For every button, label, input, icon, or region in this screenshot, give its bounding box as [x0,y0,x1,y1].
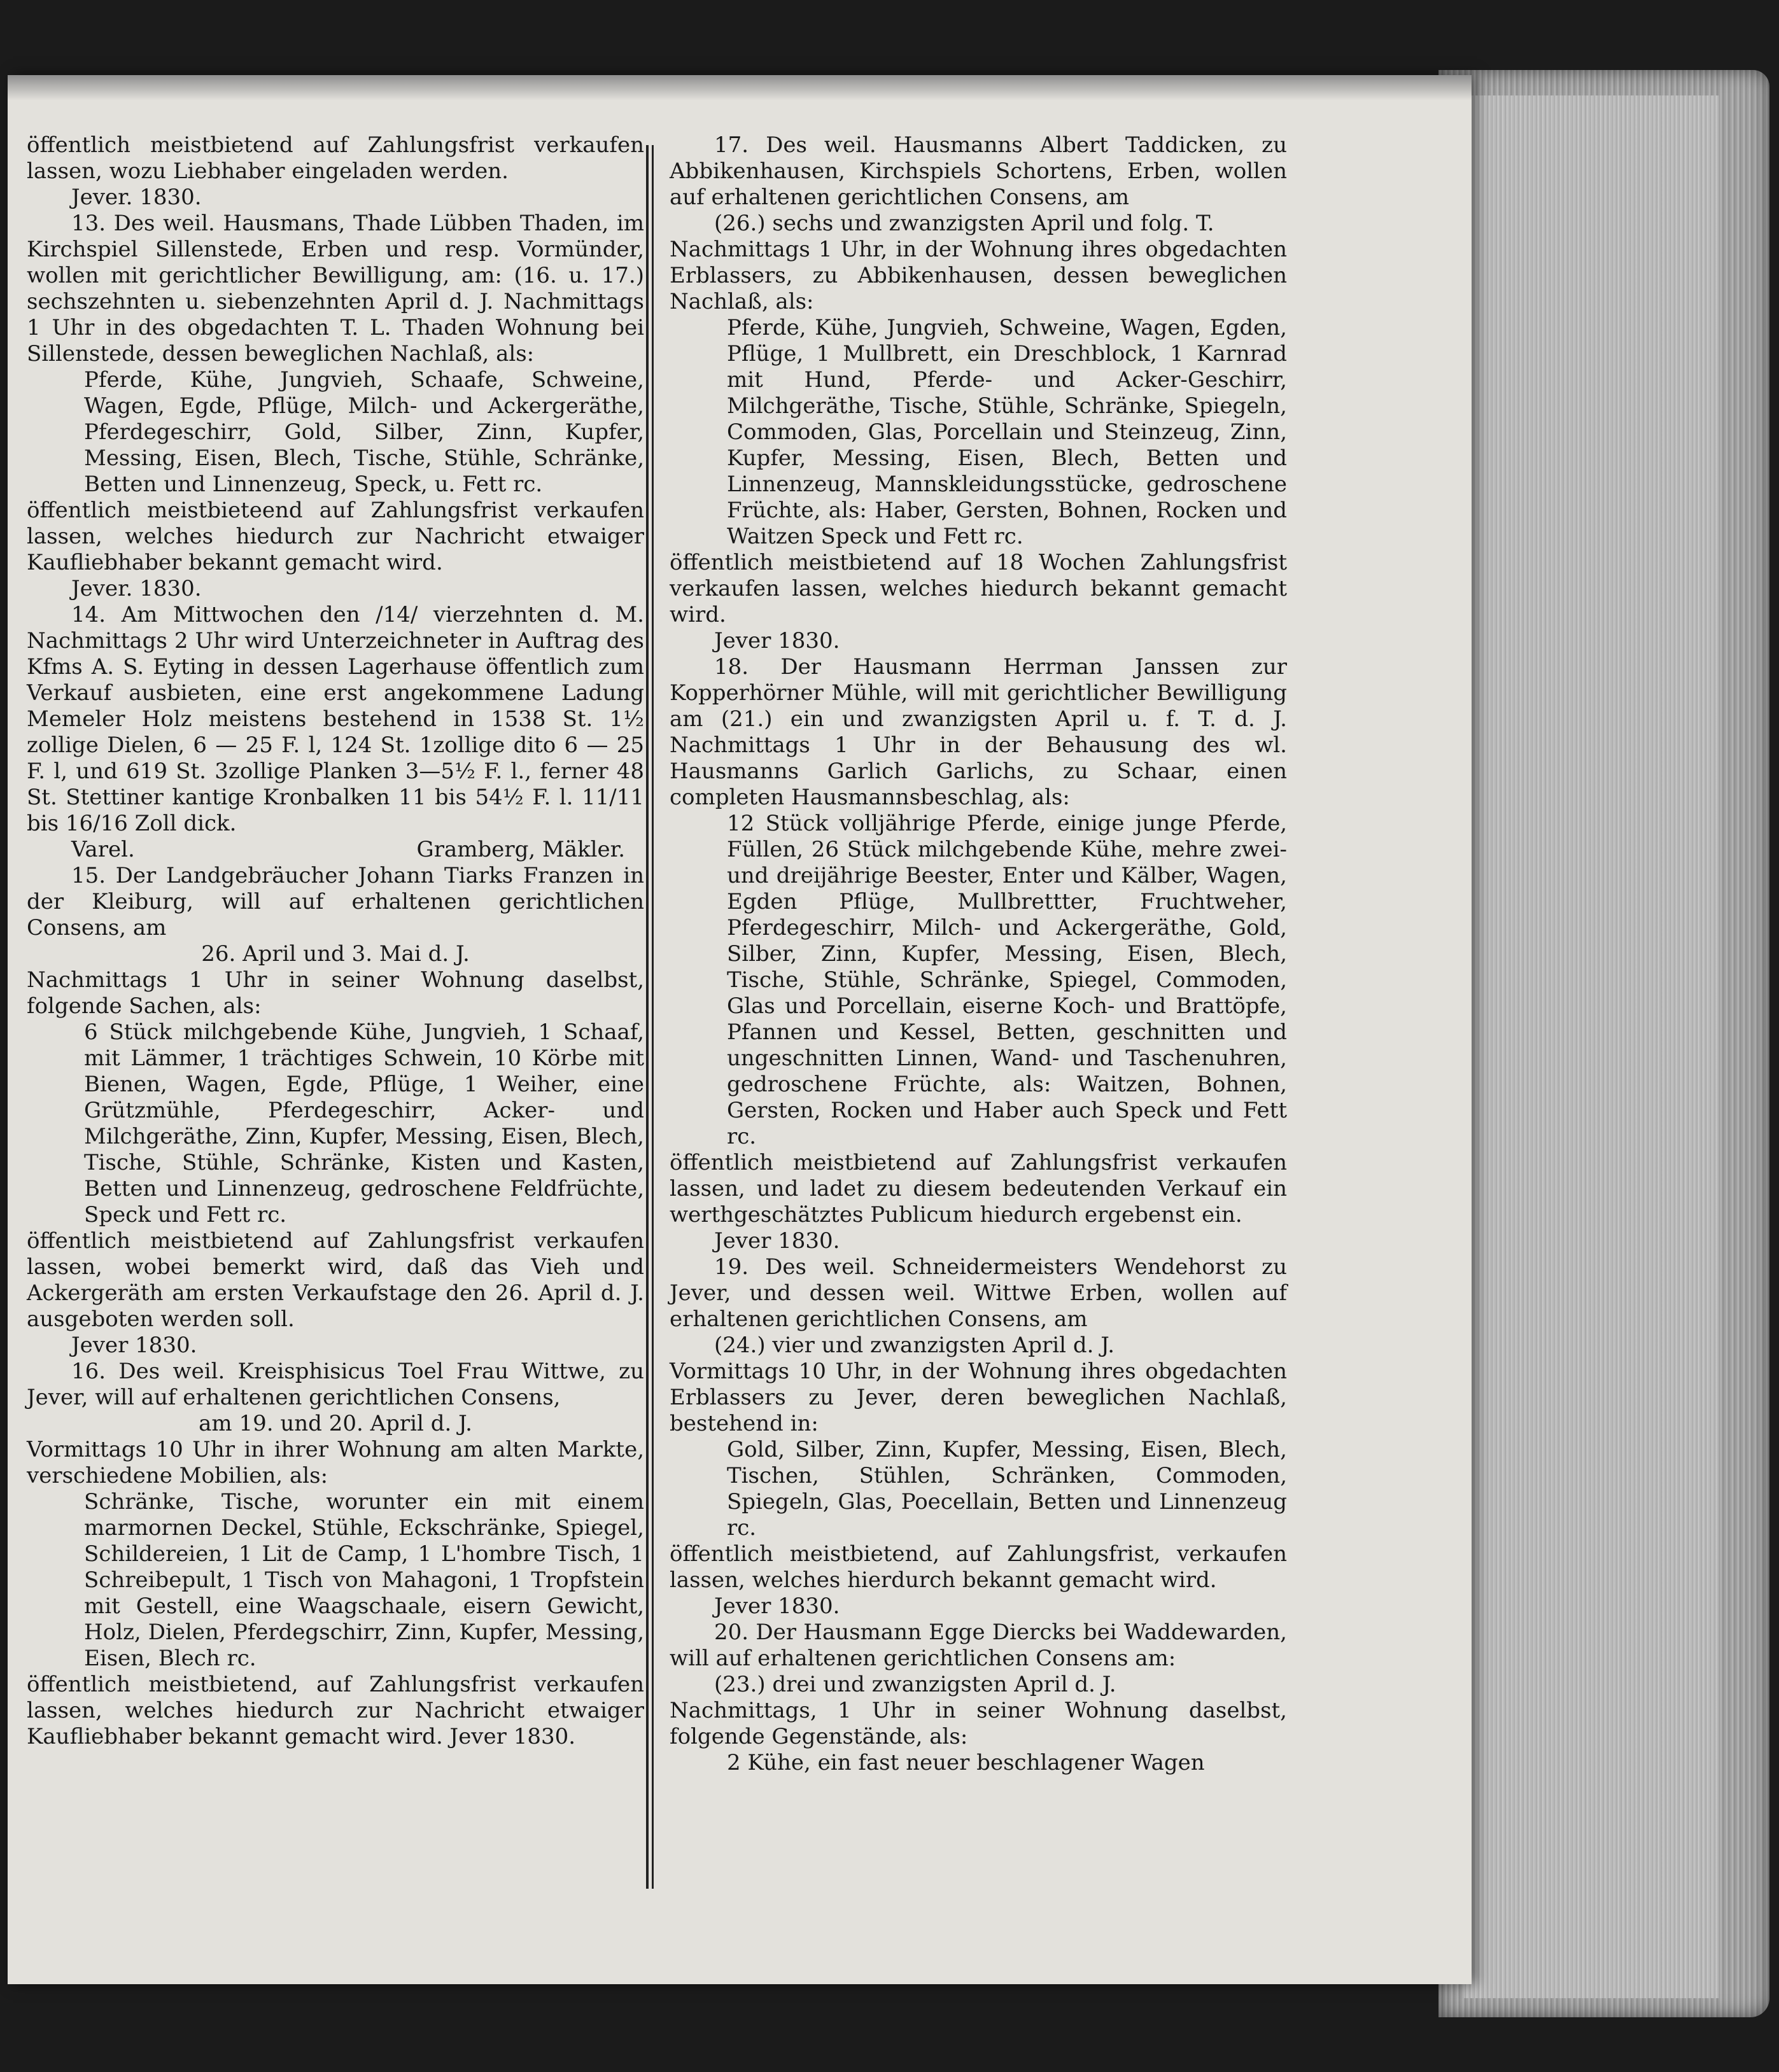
notice-paragraph: 26. April und 3. Mai d. J. [201,941,470,967]
notice-paragraph: Pferde, Kühe, Jungvieh, Schweine, Wagen, Egden, Pflüge, 1 Mullbrett, ein Dreschblock, 1 Karnrad mit Hund, Pferde- und Acker-Geschirr, Milchgeräthe, Tische, Stühle, Schränke, Spiegeln, Commoden, Glas, Porcellain und Steinzeug, Zinn, Kupfer, Messing, Eisen, Blech, Betten und Linnenzeug, Mannskleidungsstücke, gedroschene Früchte, als: Haber, Gersten, Bohnen, Rocken und Waitzen Speck und Fett rc. [727,315,1287,549]
notice-paragraph: 19. Des weil. Schneidermeisters Wendehorst zu Jever, und dessen weil. Wittwe Erben, wollen auf erhaltenen gerichtlichen Consens, am [670,1254,1287,1332]
notice-paragraph: (26.) sechs und zwanzigsten April und folg. T. [714,211,1214,236]
notice-paragraph: Jever 1830. [714,628,840,654]
notice-paragraph: Jever 1830. [714,1228,840,1254]
column-divider-rule [646,145,649,1889]
notice-paragraph: Jever. 1830. [71,185,202,210]
notice-paragraph: 13. Des weil. Hausmans, Thade Lübben Thaden, im Kirchspiel Sillenstede, Erben und resp. Vormünder, wollen mit gerichtlicher Bewilligung, am: (16. u. 17.) sechszehnten u. siebenzehnten April d. J. Nachmittags 1 Uhr in des obgedachten T. L. Thaden Wohnung bei Sillenstede, dessen beweglichen Nachlaß, als: [27,211,644,367]
notice-paragraph: Jever. 1830. [71,576,202,601]
signature-place: Varel. [71,837,135,862]
notice-paragraph: öffentlich meistbietend auf Zahlungsfrist verkaufen lassen, wobei bemerkt wird, daß das Vieh und Ackergeräth am ersten Verkaufstage den 26. April d. J. ausgeboten werden soll. [27,1228,644,1332]
notice-paragraph: 2 Kühe, ein fast neuer beschlagener Wagen [727,1750,1205,1775]
notice-paragraph: 14. Am Mittwochen den /14/ vierzehnten d. M. Nachmittags 2 Uhr wird Unterzeichneter in Auftrag des Kfms A. S. Eyting in dessen Lagerhause öffentlich zum Verkauf ausbieten, eine erst angekommene Ladung Memeler Holz meistens bestehend in 1538 St. 1½ zollige Dielen, 6 — 25 F. l, 124 St. 1zollige dito 6 — 25 F. l, und 619 St. 3zollige Planken 3—5½ F. l., ferner 48 St. Stettiner kantige Kronbalken 11 bis 54½ F. l. 11/11 bis 16/16 Zoll dick. [27,602,644,836]
notice-paragraph: 6 Stück milchgebende Kühe, Jungvieh, 1 Schaaf, mit Lämmer, 1 trächtiges Schwein, 10 Körbe mit Bienen, Wagen, Egde, Pflüge, 1 Weiher, eine Grützmühle, Pferdegeschirr, Acker- und Milchgeräthe, Zinn, Kupfer, Messing, Eisen, Blech, Tische, Stühle, Schränke, Kisten und Kasten, Betten und Linnenzeug, gedroschene Feldfrüchte, Speck und Fett rc. [84,1019,644,1228]
notice-paragraph: am 19. und 20. April d. J. [199,1411,472,1436]
notice-paragraph: öffentlich meistbietend auf Zahlungsfrist verkaufen lassen, und ladet zu diesem bedeutenden Verkauf ein werthgeschätztes Publicum hiedurch ergebenst ein. [670,1150,1287,1228]
notice-paragraph: (23.) drei und zwanzigsten April d. J. [714,1672,1116,1697]
page-top-shadow [8,75,1472,101]
notice-paragraph: Jever 1830. [714,1593,840,1619]
column-divider-rule-second [652,145,654,1889]
notice-paragraph: öffentlich meistbietend, auf Zahlungsfrist, verkaufen lassen, welches hierdurch bekannt gemacht wird. [670,1541,1287,1593]
notice-paragraph: Vormittags 10 Uhr, in der Wohnung ihres obgedachten Erblassers zu Jever, deren beweglichen Nachlaß, bestehend in: [670,1359,1287,1436]
book-page-edges-inner [1464,95,1719,1998]
notice-paragraph: Schränke, Tische, worunter ein mit einem marmornen Deckel, Stühle, Eckschränke, Spiegel, Schildereien, 1 Lit de Camp, 1 L'hombre Tisch, 1 Schreibepult, 1 Tisch von Mahagoni, 1 Tropfstein mit Gestell, eine Waagschaale, eisern Gewicht, Holz, Dielen, Pferdegschirr, Zinn, Kupfer, Messing, Eisen, Blech rc. [84,1489,644,1671]
notice-paragraph: 20. Der Hausmann Egge Diercks bei Waddewarden, will auf erhaltenen gerichtlichen Consens am: [670,1620,1287,1671]
notice-paragraph: 15. Der Landgebräucher Johann Tiarks Franzen in der Kleiburg, will auf erhaltenen gerichtlichen Consens, am [27,863,644,941]
signature-line [27,837,644,863]
notice-paragraph: öffentlich meistbieteend auf Zahlungsfrist verkaufen lassen, welches hiedurch zur Nachricht etwaiger Kaufliebhaber bekannt gemacht wird. [27,498,644,575]
newspaper-page [8,75,1472,1984]
left-column [27,132,644,1750]
signature-name: Gramberg, Mäkler. [416,837,625,862]
notice-paragraph: 18. Der Hausmann Herrman Janssen zur Kopperhörner Mühle, will mit gerichtlicher Bewilligung am (21.) ein und zwanzigsten April u. f. T. d. J. Nachmittags 1 Uhr in der Behausung des wl. Hausmanns Garlich Garlichs, zu Schaar, einen completen Hausmannsbeschlag, als: [670,654,1287,810]
notice-paragraph: öffentlich meistbietend auf 18 Wochen Zahlungsfrist verkaufen lassen, welches hiedurch bekannt gemacht wird. [670,550,1287,627]
notice-paragraph: 17. Des weil. Hausmanns Albert Taddicken, zu Abbikenhausen, Kirchspiels Schortens, Erben, wollen auf erhaltenen gerichtlichen Consens, am [670,132,1287,210]
notice-paragraph: Gold, Silber, Zinn, Kupfer, Messing, Eisen, Blech, Tischen, Stühlen, Schränken, Commoden, Spiegeln, Glas, Poecellain, Betten und Linnenzeug rc. [727,1437,1287,1541]
notice-paragraph: Pferde, Kühe, Jungvieh, Schaafe, Schweine, Wagen, Egde, Pflüge, Milch- und Ackergeräthe, Pferdegeschirr, Gold, Silber, Zinn, Kupfer, Messing, Eisen, Blech, Tische, Stühle, Schränke, Betten und Linnenzeug, Speck, u. Fett rc. [84,367,644,497]
notice-paragraph: 12 Stück volljährige Pferde, einige junge Pferde, Füllen, 26 Stück milchgebende Kühe, mehre zwei- und dreijährige Beester, Enter und Kälber, Wagen, Egden Pflüge, Mullbrettter, Fruchtweher, Pferdegeschirr, Milch- und Ackergeräthe, Gold, Silber, Zinn, Kupfer, Messing, Eisen, Blech, Tische, Stühle, Schränke, Spiegel, Commoden, Glas und Porcellain, eiserne Koch- und Brattöpfe, Pfannen und Kessel, Betten, geschnitten und ungeschnitten Linnen, Wand- und Taschenuhren, gedroschene Früchte, als: Waitzen, Bohnen, Gersten, Rocken und Haber auch Speck und Fett rc. [727,811,1287,1149]
notice-paragraph: Vormittags 10 Uhr in ihrer Wohnung am alten Markte, verschiedene Mobilien, als: [27,1437,644,1488]
notice-paragraph: öffentlich meistbietend auf Zahlungsfrist verkaufen lassen, wozu Liebhaber eingeladen werden. [27,132,644,184]
notice-paragraph: Nachmittags 1 Uhr, in der Wohnung ihres obgedachten Erblassers, zu Abbikenhausen, dessen beweglichen Nachlaß, als: [670,237,1287,314]
notice-paragraph: (24.) vier und zwanzigsten April d. J. [714,1333,1115,1358]
notice-paragraph: Nachmittags 1 Uhr in seiner Wohnung daselbst, folgende Sachen, als: [27,967,644,1019]
notice-paragraph: öffentlich meistbietend, auf Zahlungsfrist verkaufen lassen, welches hiedurch zur Nachricht etwaiger Kaufliebhaber bekannt gemacht wird. Jever 1830. [27,1672,644,1749]
right-column [670,132,1287,1776]
notice-paragraph: Nachmittags, 1 Uhr in seiner Wohnung daselbst, folgende Gegenstände, als: [670,1698,1287,1749]
notice-paragraph: 16. Des weil. Kreisphisicus Toel Frau Wittwe, zu Jever, will auf erhaltenen gerichtlichen Consens, [27,1359,644,1410]
notice-paragraph: Jever 1830. [71,1333,197,1358]
